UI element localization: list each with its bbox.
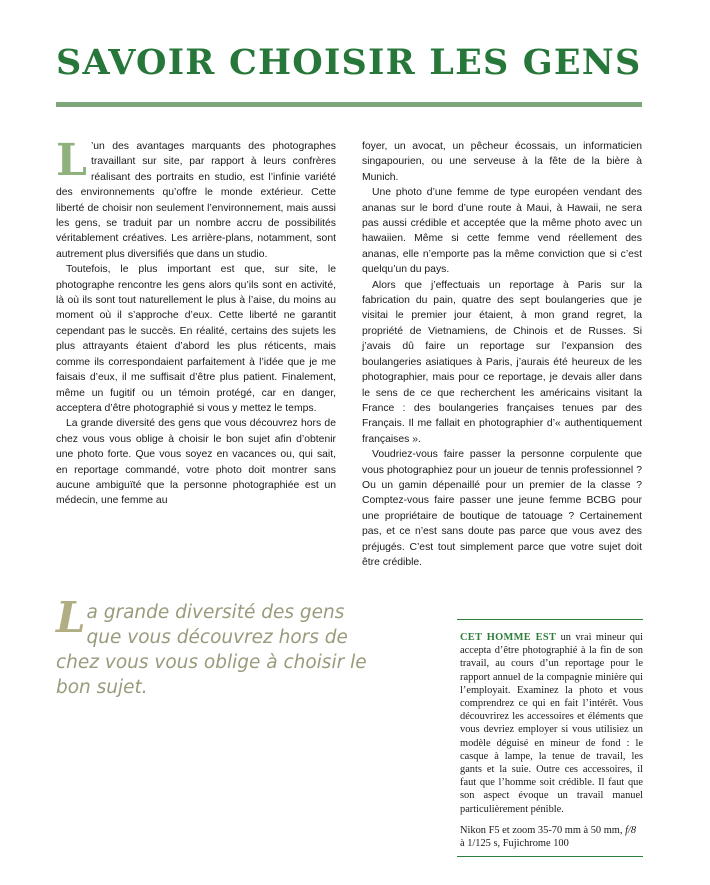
pull-quote <box>56 593 376 700</box>
photo-caption <box>457 619 643 857</box>
left-text-column <box>56 135 336 509</box>
pull-quote-text: a grande diversité des gens que vous découvrez hors de chez vous vous oblige à choisir le bon sujet. <box>56 602 367 698</box>
drop-cap: L <box>56 135 87 186</box>
body-paragraph: foyer, un avocat, un pêcheur écossais, un informaticien singapourien, ou une serveuse à la fête de la bière à Munich. <box>362 141 642 183</box>
body-paragraph: L ’un des avantages marquants des photographes travaillant sur site, par rapport à leurs confrères réalisant des portraits en studio, est l’infinie variété des environnements qu’offre le monde extérieur. Cette liberté de choisir non seulement l’environnement, mais aussi les gens, se traduit par un nombre accru de possibilités véritablement créatives. Les arrière-plans, notamment, sont autrement plus diversifiés que dans un studio. <box>56 135 336 260</box>
body-paragraph: Toutefois, le plus important est que, sur site, le photographe rencontre les gens alors qu’ils sont en activité, là où ils sont tout naturellement le plus à l’aise, du moins au moment où il s’approche d’eux. Cette liberté ne garantit cependant pas le succès. En réalité, certains des sujets les plus attrayants étaient d’abord les plus réticents, mais comme ils correspondaient parfaitement à l’idée que je me faisais d’eux, il me suffisait d’être plus patient. Finalement, même un fugitif ou un témoin protégé, car en danger, acceptera d’être photographié si vous y mettez le temps. <box>56 264 336 414</box>
caption-body: CET HOMME EST un vrai mineur qui accepta d’être photographié à la fin de son travail, au cours d’un reportage pour le rapport annuel de la compagnie minière qui l’employait. Examinez la photo et vous comprendrez ce qui en fait l’intérêt. Vous découvrirez les accessoires et éléments que vous devriez employer si vous utilisiez un modèle déguisé en mineur de fond : le casque à lampe, la tenue de travail, les gants et la suie. Outre ces accessoires, il faut que l’homme soit crédible. Il faut que son aspect évoque un travail manuel particulièrement pénible. <box>460 632 643 815</box>
caption-lead: CET HOMME EST <box>460 632 557 643</box>
body-paragraph: Une photo d’une femme de type européen vendant des ananas sur le bord d’une route à Maui, à Hawaii, ne sera pas aussi crédible et acceptée que la même photo avec un hawaiien. Même si cette femme vend réellement des ananas, elle n’emporte pas la même conviction que si c’est quelqu’un du pays. <box>362 187 642 276</box>
page-title: SAVOIR CHOISIR LES GENS <box>56 42 642 83</box>
body-paragraph: La grande diversité des gens que vous découvrez hors de chez vous vous oblige à choisir le bon sujet afin d’obtenir une photo forte. Que vous soyez en vacances ou, qui sait, en reportage commandé, votre photo doit montrer sans aucune ambiguïté que la personne photographiée est un médecin, une femme au <box>56 418 336 507</box>
body-paragraph: Alors que j’effectuais un reportage à Paris sur la fabrication du pain, quatre des sept boulangeries que je visitai le premier jour étaient, à mon grand regret, la propriété de Vietnamiens, de Chinois et de Russes. Si j’avais dû faire un reportage sur l’expansion des boulangeries asiatiques à Paris, j’aurais été heureux de les photographier, mais pour ce reportage, je devais aller dans le sens de ce que recherchent les américains visitant la France : des boulangeries françaises tenues par des Français. Il me fallait en photographier d’« authentiquement françaises ». <box>362 279 642 445</box>
caption-technical: Nikon F5 et zoom 35-70 mm à 50 mm, f/8 à 1/125 s, Fujichrome 100 <box>460 824 637 850</box>
pull-quote-cap: L <box>56 593 86 642</box>
body-paragraph: Voudriez-vous faire passer la personne corpulente que vous photographiez pour un joueur de tennis professionnel ? Ou un gamin dépenaillé pour un premier de la classe ? Comptez-vous faire passer une jeune femme BCBG pour une propriétaire de boutique de tatouage ? Certainement pas, et ce n’est sans doute pas parce que vous avez des préjugés. C’est tout simplement parce que votre sujet doit être crédible. <box>362 449 642 568</box>
title-rule <box>56 102 642 107</box>
right-text-column <box>362 139 642 570</box>
